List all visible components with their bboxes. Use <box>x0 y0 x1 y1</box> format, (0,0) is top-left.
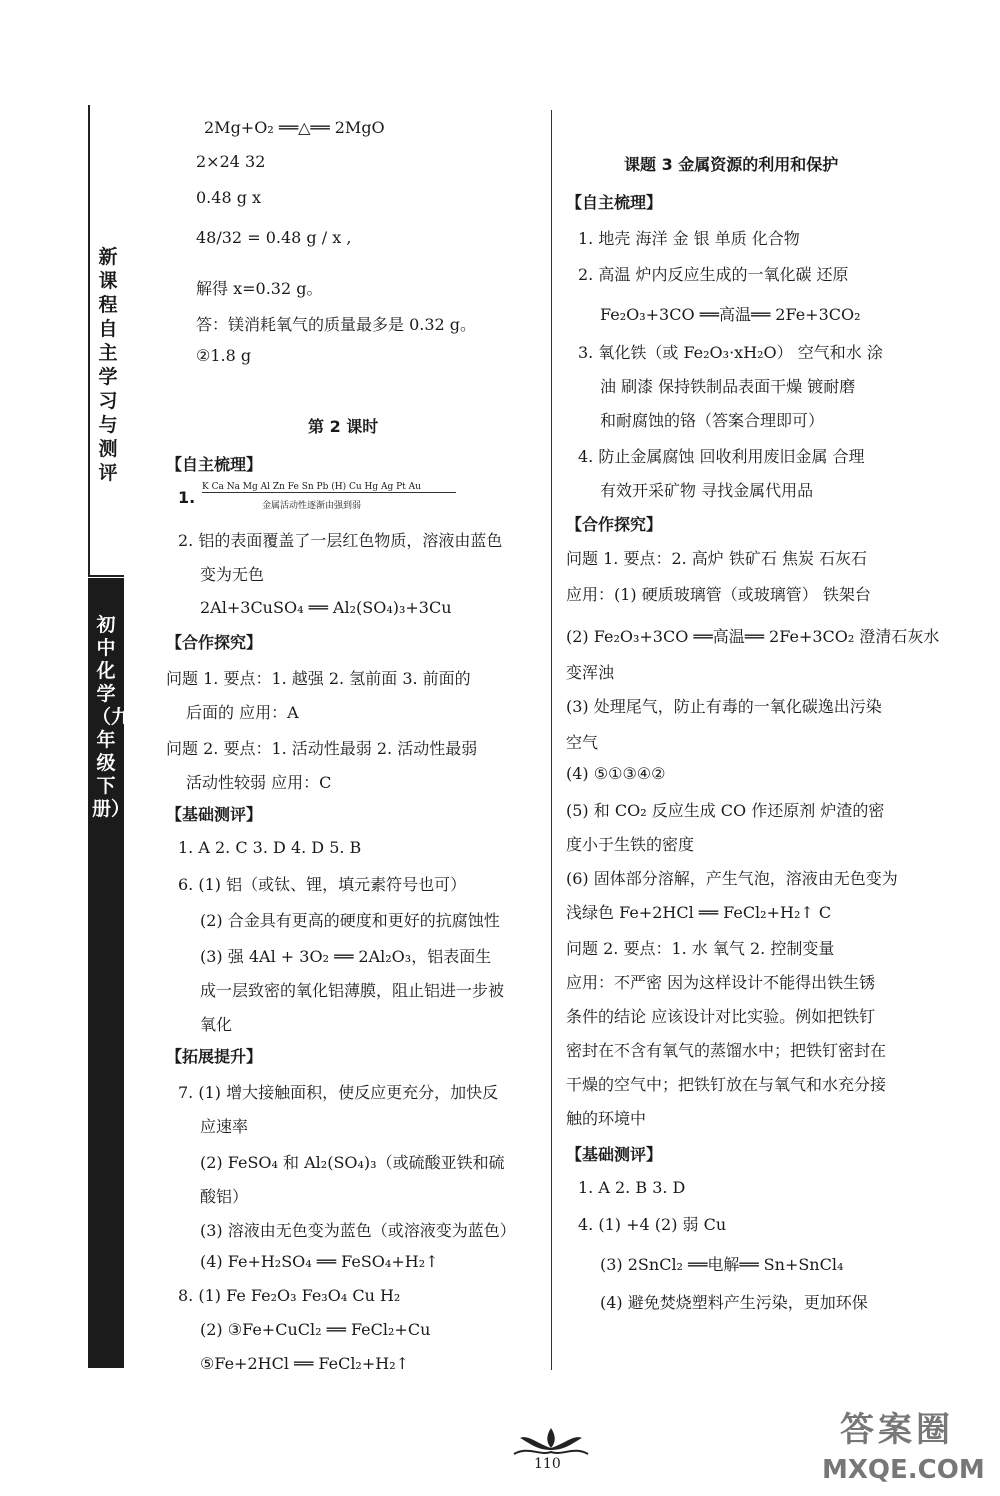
c-line11: 浅绿色 Fe+2HCl ══ FeCl₂+H₂↑ C <box>566 903 832 922</box>
sidebar-book-title <box>88 578 131 1368</box>
activity-series: K Ca Na Mg Al Zn Fe Sn Pb (H) Cu Hg Ag Pt Au <box>202 482 456 493</box>
c-line16: 干燥的空气中；把铁钉放在与氧气和水充分接 <box>566 1075 887 1094</box>
r-q3-line3: 和耐腐蚀的铬（答案合理即可） <box>600 411 825 430</box>
solve-line: 解得 x=0.32 g。 <box>196 279 323 298</box>
q8-line2: (2) ③Fe+CuCl₂ ══ FeCl₂+Cu <box>200 1320 431 1339</box>
mass-line: 0.48 g x <box>196 188 262 207</box>
q7-line2: 应速率 <box>200 1117 249 1136</box>
ratio-line: 2×24 32 <box>196 152 266 171</box>
c-line10: (6) 固体部分溶解，产生气泡，溶液由无色变为 <box>566 869 898 888</box>
section-header: 【自主梳理】 <box>166 455 263 474</box>
q6-line4: 成一层致密的氧化铝薄膜，阻止铝进一步被 <box>200 981 505 1000</box>
section-header: 【自主梳理】 <box>566 193 663 212</box>
d-line3: (3) 2SnCl₂ ══电解══ Sn+SnCl₄ <box>600 1255 844 1274</box>
section-header: 【合作探究】 <box>566 515 663 534</box>
r-q2: 2. 高温 炉内反应生成的一氧化碳 还原 <box>578 265 849 284</box>
c-line7: (4) ⑤①③④② <box>566 764 666 783</box>
activity-series-caption: 金属活动性逐渐由强到弱 <box>262 501 362 511</box>
c-line5: (3) 处理尾气，防止有毒的一氧化碳逸出污染 <box>566 697 882 716</box>
r-q3-line2: 油 刷漆 保持铁制品表面干燥 镀耐磨 <box>600 377 856 396</box>
problem2-line2: 活动性较弱 应用：C <box>186 773 332 792</box>
book-title-text: 初中化学（九年级下册） <box>92 614 131 820</box>
section-header: 【基础测评】 <box>166 805 263 824</box>
equation-mg: 2Mg+O₂ ══△══ 2MgO <box>204 118 385 137</box>
watermark-url: MXQE.COM <box>822 1455 985 1485</box>
r-q4-line2: 有效开采矿物 寻找金属代用品 <box>600 481 814 500</box>
q8-line3: ⑤Fe+2HCl ══ FeCl₂+H₂↑ <box>200 1354 410 1373</box>
problem1-line2: 后面的 应用：A <box>186 703 299 722</box>
c-line8: (5) 和 CO₂ 反应生成 CO 作还原剂 炉渣的密 <box>566 801 885 820</box>
problem2-line1: 问题 2. 要点：1. 活动性最弱 2. 活动性最弱 <box>166 739 478 758</box>
c-line12: 问题 2. 要点：1. 水 氧气 2. 控制变量 <box>566 939 835 958</box>
r-q1: 1. 地壳 海洋 金 银 单质 化合物 <box>578 229 800 248</box>
q1-number: 1. <box>178 488 196 507</box>
c-line4: 变浑浊 <box>566 663 615 682</box>
r-q2-equation: Fe₂O₃+3CO ══高温══ 2Fe+3CO₂ <box>600 305 861 324</box>
q2-equation: 2Al+3CuSO₄ ══ Al₂(SO₄)₃+3Cu <box>200 598 452 617</box>
q6-line1: 6. (1) 铝（或钛、锂，填元素符号也可） <box>178 875 467 894</box>
q7-line5: (3) 溶液由无色变为蓝色（或溶液变为蓝色） <box>200 1221 516 1240</box>
section-header: 【合作探究】 <box>166 633 263 652</box>
c-line3: (2) Fe₂O₃+3CO ══高温══ 2Fe+3CO₂ 澄清石灰水 <box>566 627 940 646</box>
d-line2: 4. (1) +4 (2) 弱 Cu <box>578 1215 727 1234</box>
basic-answers: 1. A 2. C 3. D 4. D 5. B <box>178 838 362 857</box>
answer-line: 答：镁消耗氧气的质量最多是 0.32 g。 <box>196 315 477 334</box>
q6-line5: 氧化 <box>200 1015 233 1034</box>
lesson-title: 第 2 课时 <box>308 417 379 436</box>
c-line13: 应用：不严密 因为这样设计不能得出铁生锈 <box>566 973 876 992</box>
proportion-line: 48/32 = 0.48 g / x , <box>196 228 352 247</box>
q2-line1: 2. 铝的表面覆盖了一层红色物质，溶液由蓝色 <box>178 531 503 550</box>
r-q3-line1: 3. 氧化铁（或 Fe₂O₃·xH₂O） 空气和水 涂 <box>578 343 883 362</box>
section-header: 【拓展提升】 <box>166 1047 263 1066</box>
page-number: 110 <box>534 1456 561 1472</box>
answer-2: ②1.8 g <box>196 346 252 365</box>
c-line1: 问题 1. 要点：2. 高炉 铁矿石 焦炭 石灰石 <box>566 549 868 568</box>
q6-line2: (2) 合金具有更高的硬度和更好的抗腐蚀性 <box>200 911 500 930</box>
d-line1: 1. A 2. B 3. D <box>578 1178 686 1197</box>
c-line2: 应用：(1) 硬质玻璃管（或玻璃管） 铁架台 <box>566 585 871 604</box>
c-line6: 空气 <box>566 733 599 752</box>
c-line15: 密封在不含有氧气的蒸馏水中；把铁钉密封在 <box>566 1041 887 1060</box>
watermark-logo: 答案圈 <box>840 1410 954 1450</box>
series-title-text: 新课程自主学习与测评 <box>98 246 118 484</box>
q6-line3: (3) 强 4Al + 3O₂ ══ 2Al₂O₃，铝表面生 <box>200 947 492 966</box>
q2-line2: 变为无色 <box>200 565 265 584</box>
sidebar-series-title <box>88 105 124 577</box>
topic-title: 课题 3 金属资源的利用和保护 <box>624 155 839 174</box>
c-line17: 触的环境中 <box>566 1109 647 1128</box>
section-header: 【基础测评】 <box>566 1145 663 1164</box>
q7-line1: 7. (1) 增大接触面积，使反应更充分，加快反 <box>178 1083 499 1102</box>
q8-line1: 8. (1) Fe Fe₂O₃ Fe₃O₄ Cu H₂ <box>178 1286 401 1305</box>
d-line4: (4) 避免焚烧塑料产生污染，更加环保 <box>600 1293 868 1312</box>
q7-line3: (2) FeSO₄ 和 Al₂(SO₄)₃（或硫酸亚铁和硫 <box>200 1153 505 1172</box>
q7-line6: (4) Fe+H₂SO₄ ══ FeSO₄+H₂↑ <box>200 1252 439 1271</box>
q7-line4: 酸铝） <box>200 1187 249 1206</box>
c-line14: 条件的结论 应该设计对比实验。例如把铁钉 <box>566 1007 876 1026</box>
r-q4-line1: 4. 防止金属腐蚀 回收利用废旧金属 合理 <box>578 447 865 466</box>
c-line9: 度小于生铁的密度 <box>566 835 695 854</box>
problem1-line1: 问题 1. 要点：1. 越强 2. 氢前面 3. 前面的 <box>166 669 471 688</box>
column-divider <box>551 110 552 1370</box>
